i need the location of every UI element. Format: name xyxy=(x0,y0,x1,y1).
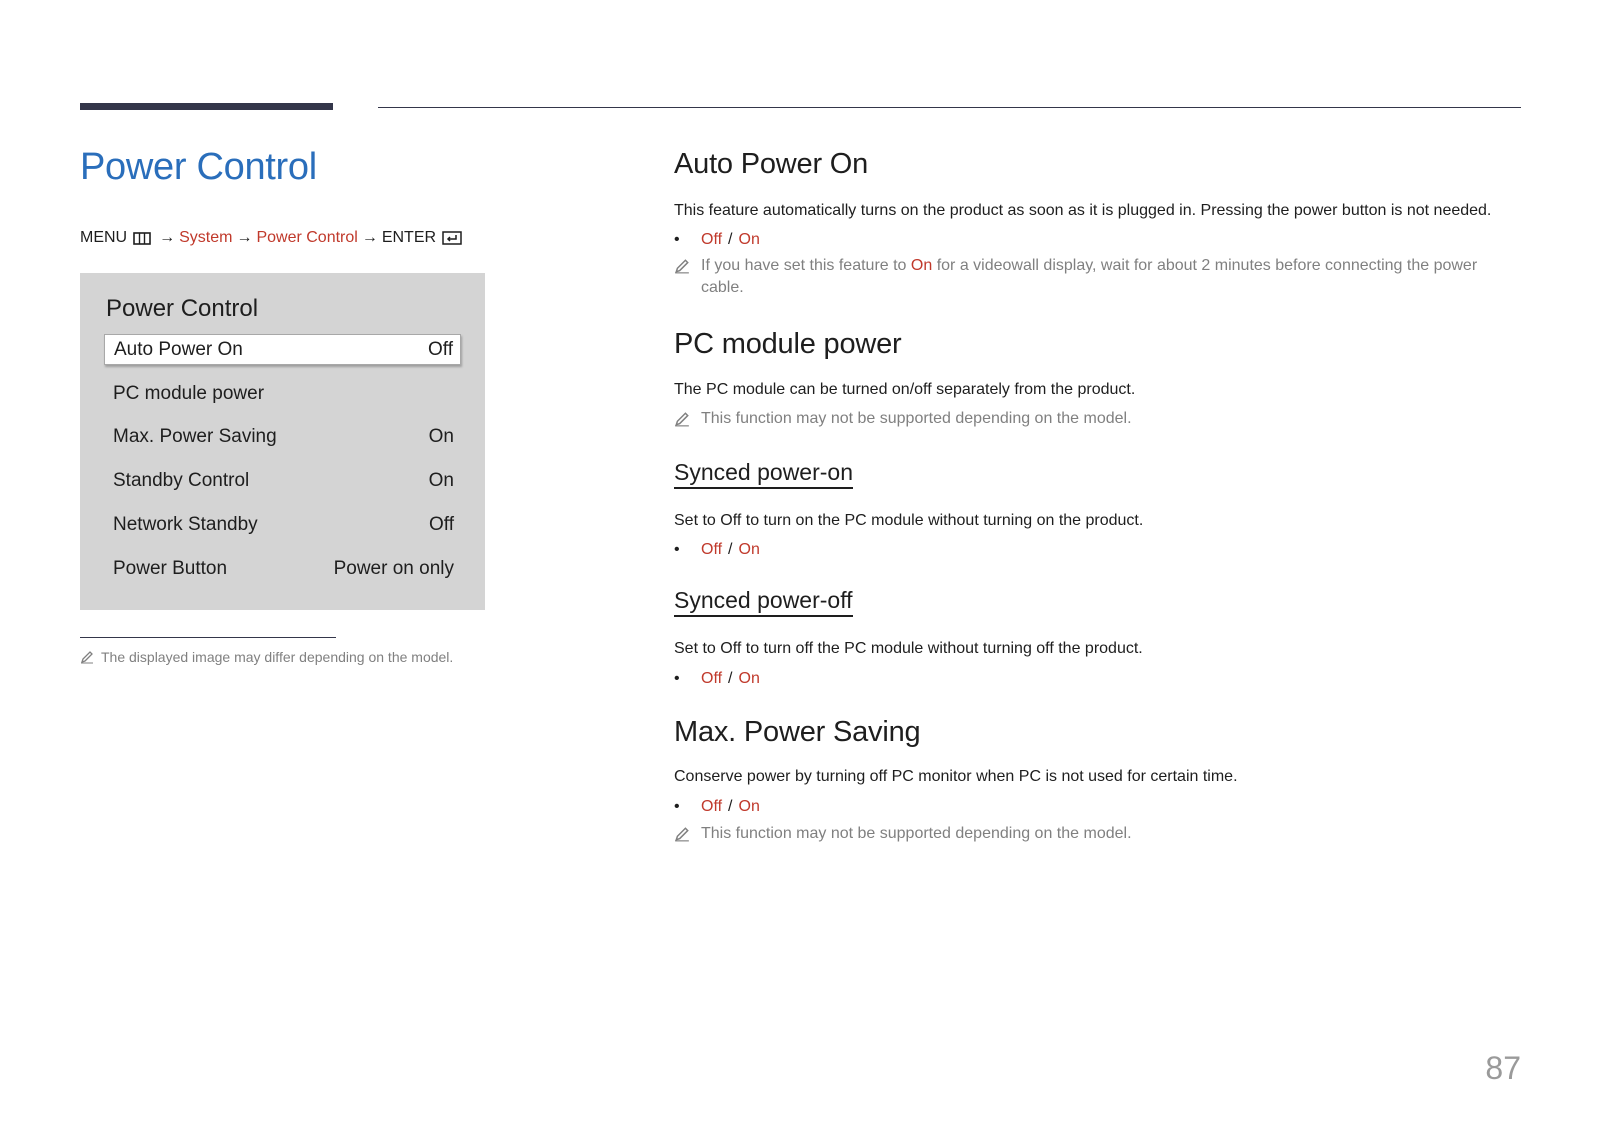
note-on-value: On xyxy=(910,257,933,274)
heading-pc-module-power: PC module power xyxy=(674,328,902,360)
menu-item-label: Standby Control xyxy=(113,469,250,491)
option-off: Off xyxy=(701,231,723,248)
option-off: Off xyxy=(701,670,723,687)
page-title: Power Control xyxy=(80,146,317,188)
menu-icon xyxy=(133,232,151,245)
arrow-icon: → xyxy=(159,229,176,246)
arrow-icon: → xyxy=(361,229,378,246)
bullet-icon: • xyxy=(674,231,680,248)
menu-item-value: Off xyxy=(429,513,454,535)
option-off: Off xyxy=(701,798,723,815)
footnote-text: The displayed image may differ depending on the model. xyxy=(101,649,454,665)
note-text: If you have set this feature to xyxy=(701,257,907,274)
enter-icon xyxy=(442,231,462,245)
option-separator: / xyxy=(728,670,733,687)
option-separator: / xyxy=(728,798,733,815)
pencil-icon xyxy=(80,650,94,664)
pc-module-power-note xyxy=(674,408,1524,430)
heading-max-power-saving: Max. Power Saving xyxy=(674,716,921,748)
auto-power-on-options xyxy=(674,231,760,249)
osd-menu-title: Power Control xyxy=(106,295,259,322)
auto-power-on-note xyxy=(674,255,1524,299)
pencil-icon xyxy=(674,826,690,842)
menu-item-network-standby[interactable] xyxy=(104,509,461,540)
note-text: This function may not be supported depending on the model. xyxy=(701,825,1132,842)
pencil-icon xyxy=(674,411,690,427)
menu-item-label: Power Button xyxy=(113,557,228,579)
menu-item-label: PC module power xyxy=(113,382,265,404)
pc-module-power-description: The PC module can be turned on/off separately from the product. xyxy=(674,381,1136,398)
menu-item-value: Power on only xyxy=(333,557,454,579)
auto-power-on-description: This feature automatically turns on the product as soon as it is plugged in. Pressing the power button is not needed. xyxy=(674,202,1492,219)
menu-item-max-power-saving[interactable] xyxy=(104,421,461,452)
menu-item-standby-control[interactable] xyxy=(104,465,461,496)
osd-menu-panel xyxy=(80,273,485,610)
synced-power-off-options xyxy=(674,670,760,688)
max-power-saving-note xyxy=(674,823,1524,845)
menu-item-value: On xyxy=(428,469,454,491)
note-text: This function may not be supported depending on the model. xyxy=(701,410,1132,427)
header-rule-thick xyxy=(80,103,333,110)
heading-synced-power-off: Synced power-off xyxy=(674,587,853,617)
synced-power-on-description: Set to Off to turn on the PC module without turning on the product. xyxy=(674,512,1144,529)
bullet-icon: • xyxy=(674,541,680,558)
option-separator: / xyxy=(728,231,733,248)
option-on: On xyxy=(738,231,760,248)
note-text: for a videowall display, wait for about 2 minutes before connecting the power cable. xyxy=(701,257,1478,296)
menu-item-power-button[interactable] xyxy=(104,553,461,584)
option-separator: / xyxy=(728,541,733,558)
option-on: On xyxy=(738,541,760,558)
option-on: On xyxy=(738,798,760,815)
menu-item-label: Max. Power Saving xyxy=(113,425,277,447)
menu-item-pc-module-power[interactable] xyxy=(104,378,461,409)
max-power-saving-description: Conserve power by turning off PC monitor when PC is not used for certain time. xyxy=(674,768,1238,785)
menu-item-value: Off xyxy=(428,338,453,360)
breadcrumb-enter: ENTER xyxy=(381,229,437,246)
heading-auto-power-on: Auto Power On xyxy=(674,148,869,180)
breadcrumb xyxy=(80,229,466,247)
menu-item-label: Network Standby xyxy=(113,513,258,535)
menu-item-label: Auto Power On xyxy=(114,338,243,360)
synced-power-on-options xyxy=(674,541,760,559)
breadcrumb-power-control[interactable]: Power Control xyxy=(256,229,358,246)
option-off: Off xyxy=(701,541,723,558)
footnote xyxy=(80,649,453,665)
max-power-saving-options xyxy=(674,798,760,816)
synced-power-off-description: Set to Off to turn off the PC module without turning off the product. xyxy=(674,640,1143,657)
pencil-icon xyxy=(674,258,690,274)
option-on: On xyxy=(738,670,760,687)
menu-item-value: On xyxy=(428,425,454,447)
menu-item-auto-power-on[interactable] xyxy=(104,334,461,365)
footnote-rule xyxy=(80,637,336,638)
heading-synced-power-on: Synced power-on xyxy=(674,459,853,489)
page-number: 87 xyxy=(1485,1050,1521,1086)
arrow-icon: → xyxy=(236,229,253,246)
bullet-icon: • xyxy=(674,670,680,687)
breadcrumb-system[interactable]: System xyxy=(179,229,233,246)
breadcrumb-menu: MENU xyxy=(80,229,128,246)
header-rule-thin xyxy=(378,107,1521,108)
bullet-icon: • xyxy=(674,798,680,815)
